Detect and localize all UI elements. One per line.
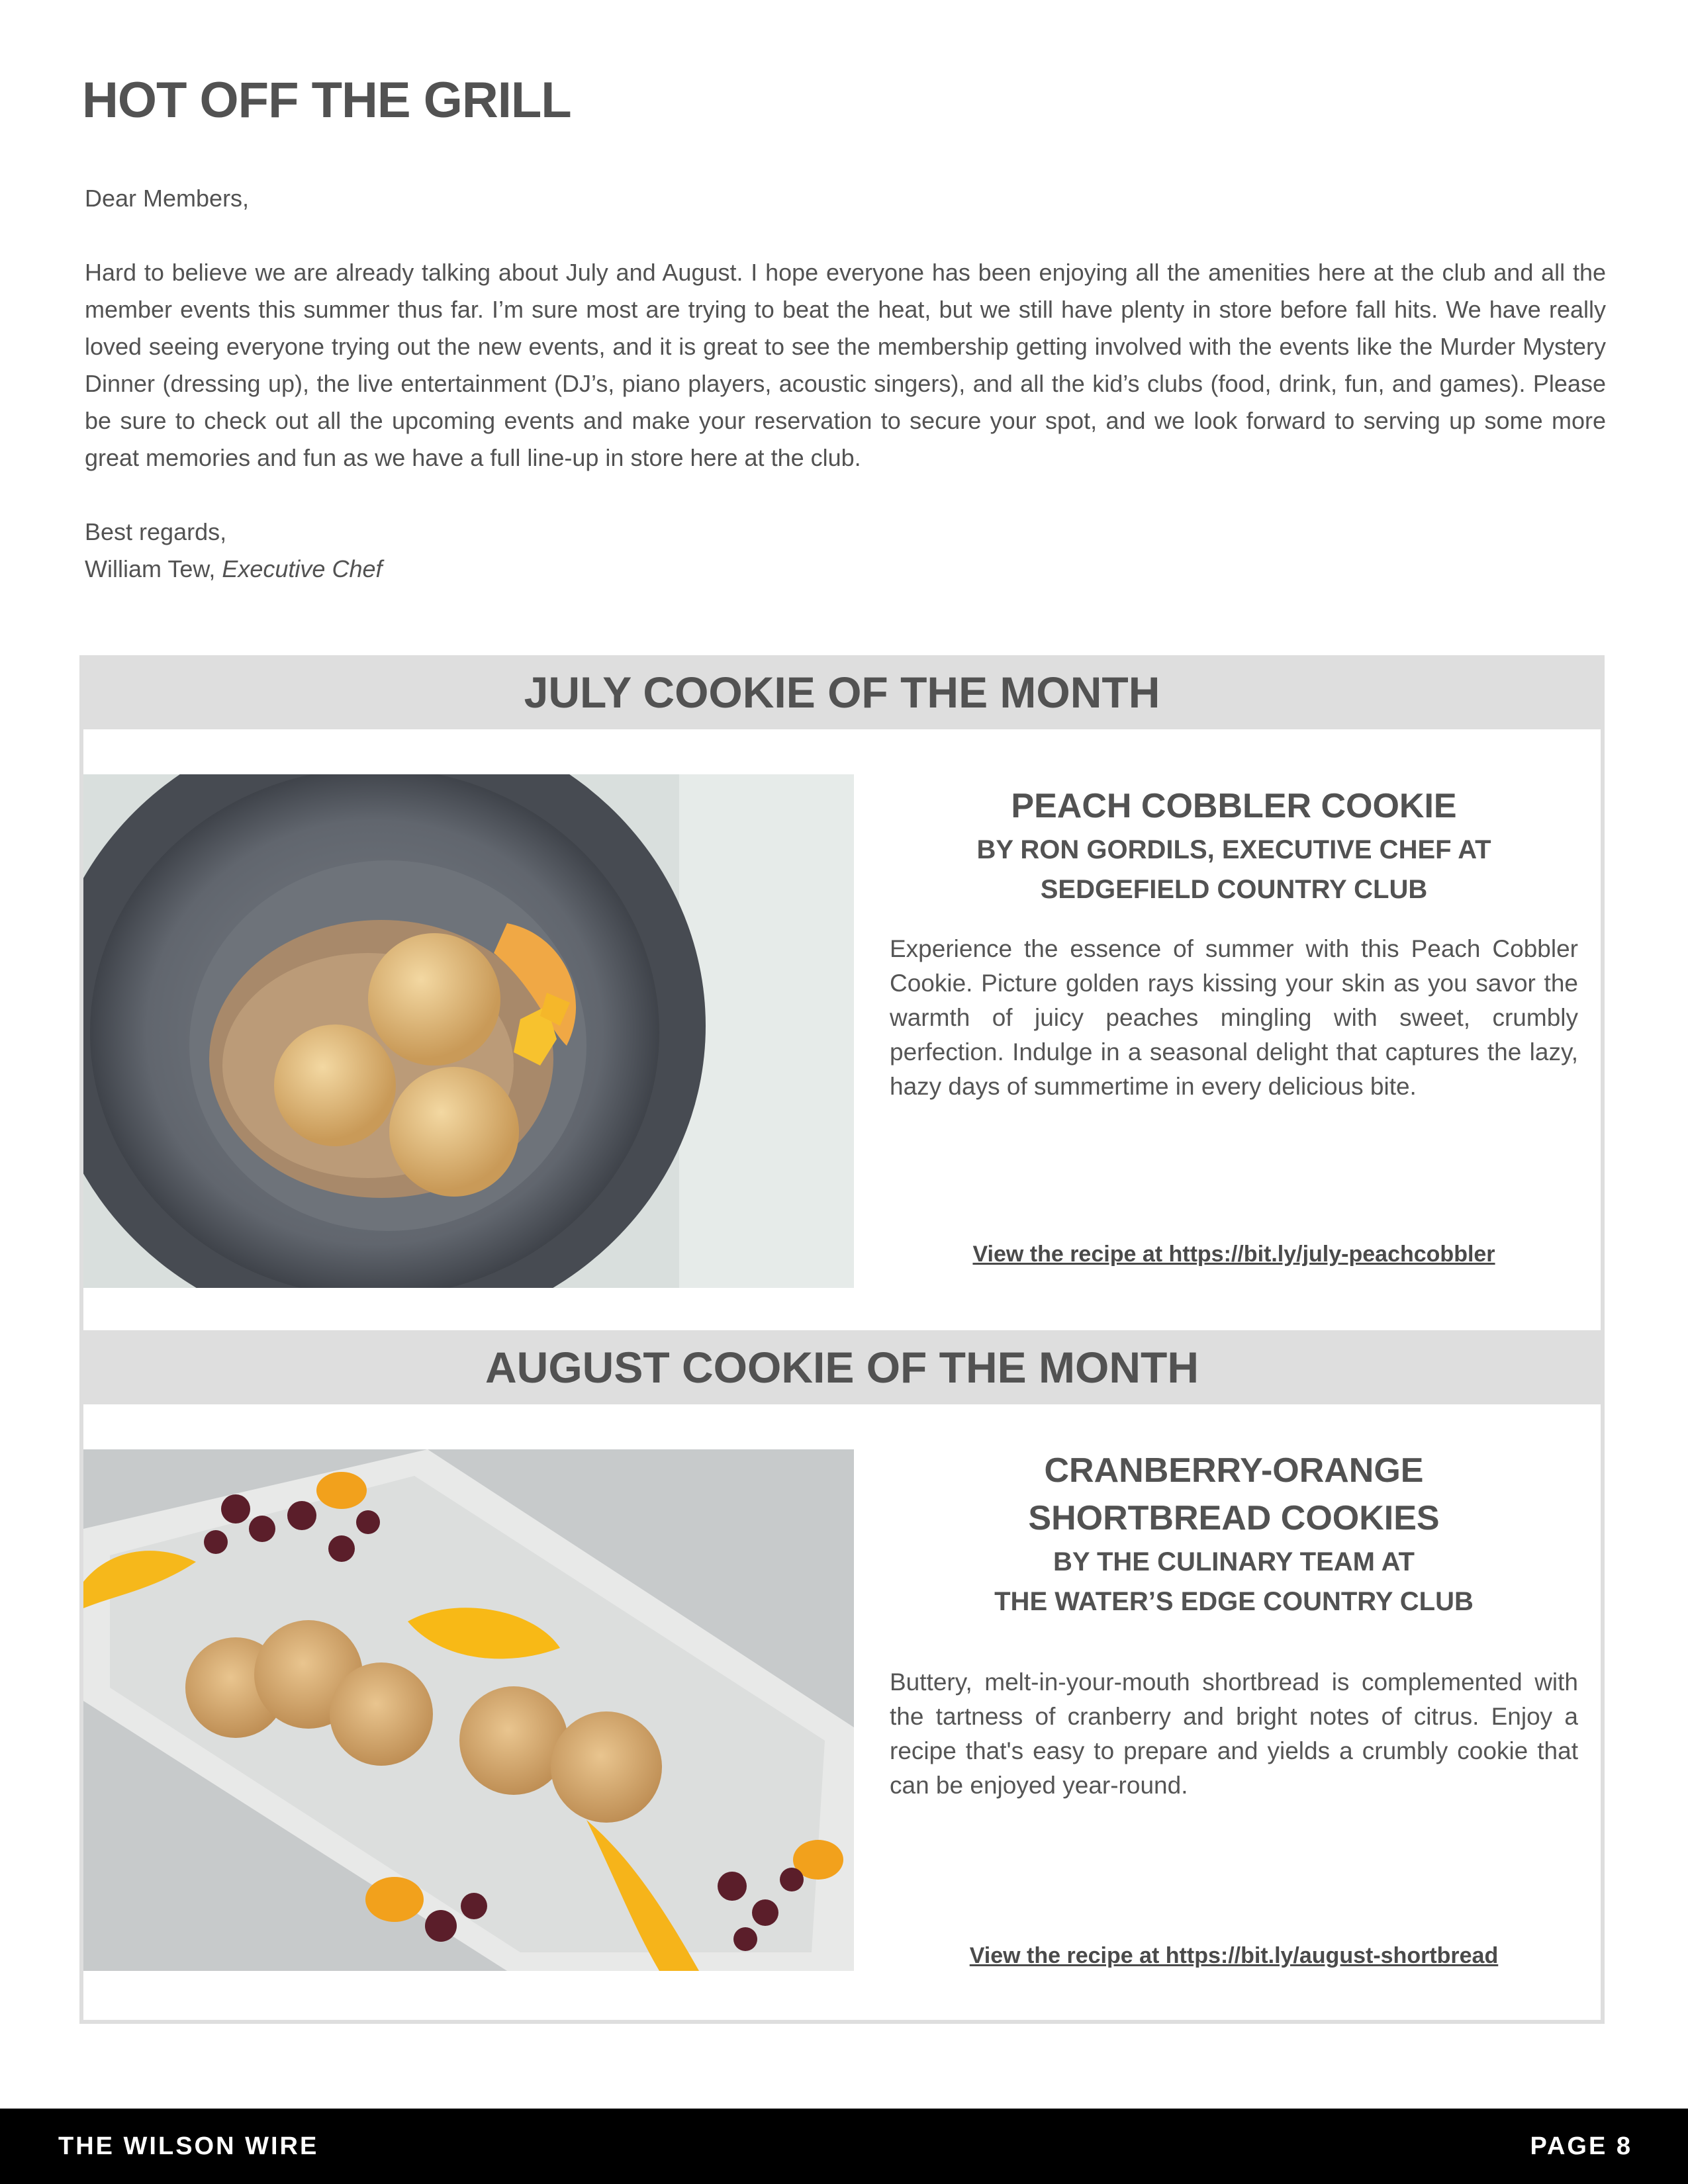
- cranberry-orange-shortbread-photo: [83, 1449, 854, 1971]
- august-section-heading: AUGUST COOKIE OF THE MONTH: [79, 1330, 1605, 1404]
- publication-name: THE WILSON WIRE: [58, 2132, 319, 2160]
- chef-letter: [85, 180, 1606, 588]
- august-cookie-name-line-1: CRANBERRY-ORANGE: [1044, 1451, 1424, 1490]
- august-cookie-info: [890, 1447, 1578, 1803]
- august-recipe-link[interactable]: View the recipe at https://bit.ly/august-shortbread: [969, 1943, 1499, 1968]
- july-cookie-info: [890, 782, 1578, 1104]
- page-title: HOT OFF THE GRILL: [82, 72, 571, 128]
- july-cookie-name: PEACH COBBLER COOKIE: [1011, 787, 1457, 825]
- letter-body: Hard to believe we are already talking about July and August. I hope everyone has been enjoying all the amenities here at the club and all the member events this summer thus far. I’m sure most are trying to beat the heat, but we still have plenty in store before fall hits. We have really loved seeing everyone trying out the new events, and it is great to see the membership getting involved with the events like the Murder Mystery Dinner (dressing up), the live entertainment (DJ’s, piano players, acoustic singers), and all the kid’s clubs (food, drink, fun, and games). Please be sure to check out all the upcoming events and make your reservation to secure your spot, and we look forward to serving up some more great memories and fun as we have a full line-up in store here at the club.: [85, 259, 1606, 471]
- peach-cobbler-cookie-photo: [83, 774, 854, 1288]
- letter-closing: Best regards,: [85, 518, 227, 545]
- letter-salutation: Dear Members,: [85, 185, 250, 212]
- august-cookie-description: Buttery, melt-in-your-mouth shortbread is complemented with the tartness of cranberry and bright notes of citrus. Enjoy a recipe that's easy to prepare and yields a crumbly cookie that can be enjoyed year-round.: [890, 1668, 1578, 1799]
- july-byline-line-2: SEDGEFIELD COUNTRY CLUB: [1040, 875, 1428, 904]
- signature-title: Executive Chef: [222, 555, 383, 582]
- july-section-heading: JULY COOKIE OF THE MONTH: [79, 655, 1605, 729]
- page-footer: [0, 2109, 1688, 2184]
- signature-name: William Tew,: [85, 555, 222, 582]
- august-byline-line-1: BY THE CULINARY TEAM AT: [1053, 1547, 1415, 1576]
- july-recipe-link[interactable]: View the recipe at https://bit.ly/july-peachcobbler: [972, 1242, 1495, 1267]
- page-number: PAGE 8: [1530, 2132, 1632, 2160]
- august-byline-line-2: THE WATER’S EDGE COUNTRY CLUB: [994, 1587, 1474, 1616]
- august-cookie-name-line-2: SHORTBREAD COOKIES: [1028, 1499, 1440, 1537]
- letter-signature: [85, 551, 1606, 588]
- july-cookie-description: Experience the essence of summer with this Peach Cobbler Cookie. Picture golden rays kissing your skin as you savor the warmth of juicy peaches mingling with sweet, crumbly perfection. Indulge in a seasonal delight that captures the lazy, hazy days of summertime in every delicious bite.: [890, 935, 1578, 1100]
- july-byline-line-1: BY RON GORDILS, EXECUTIVE CHEF AT: [976, 835, 1491, 864]
